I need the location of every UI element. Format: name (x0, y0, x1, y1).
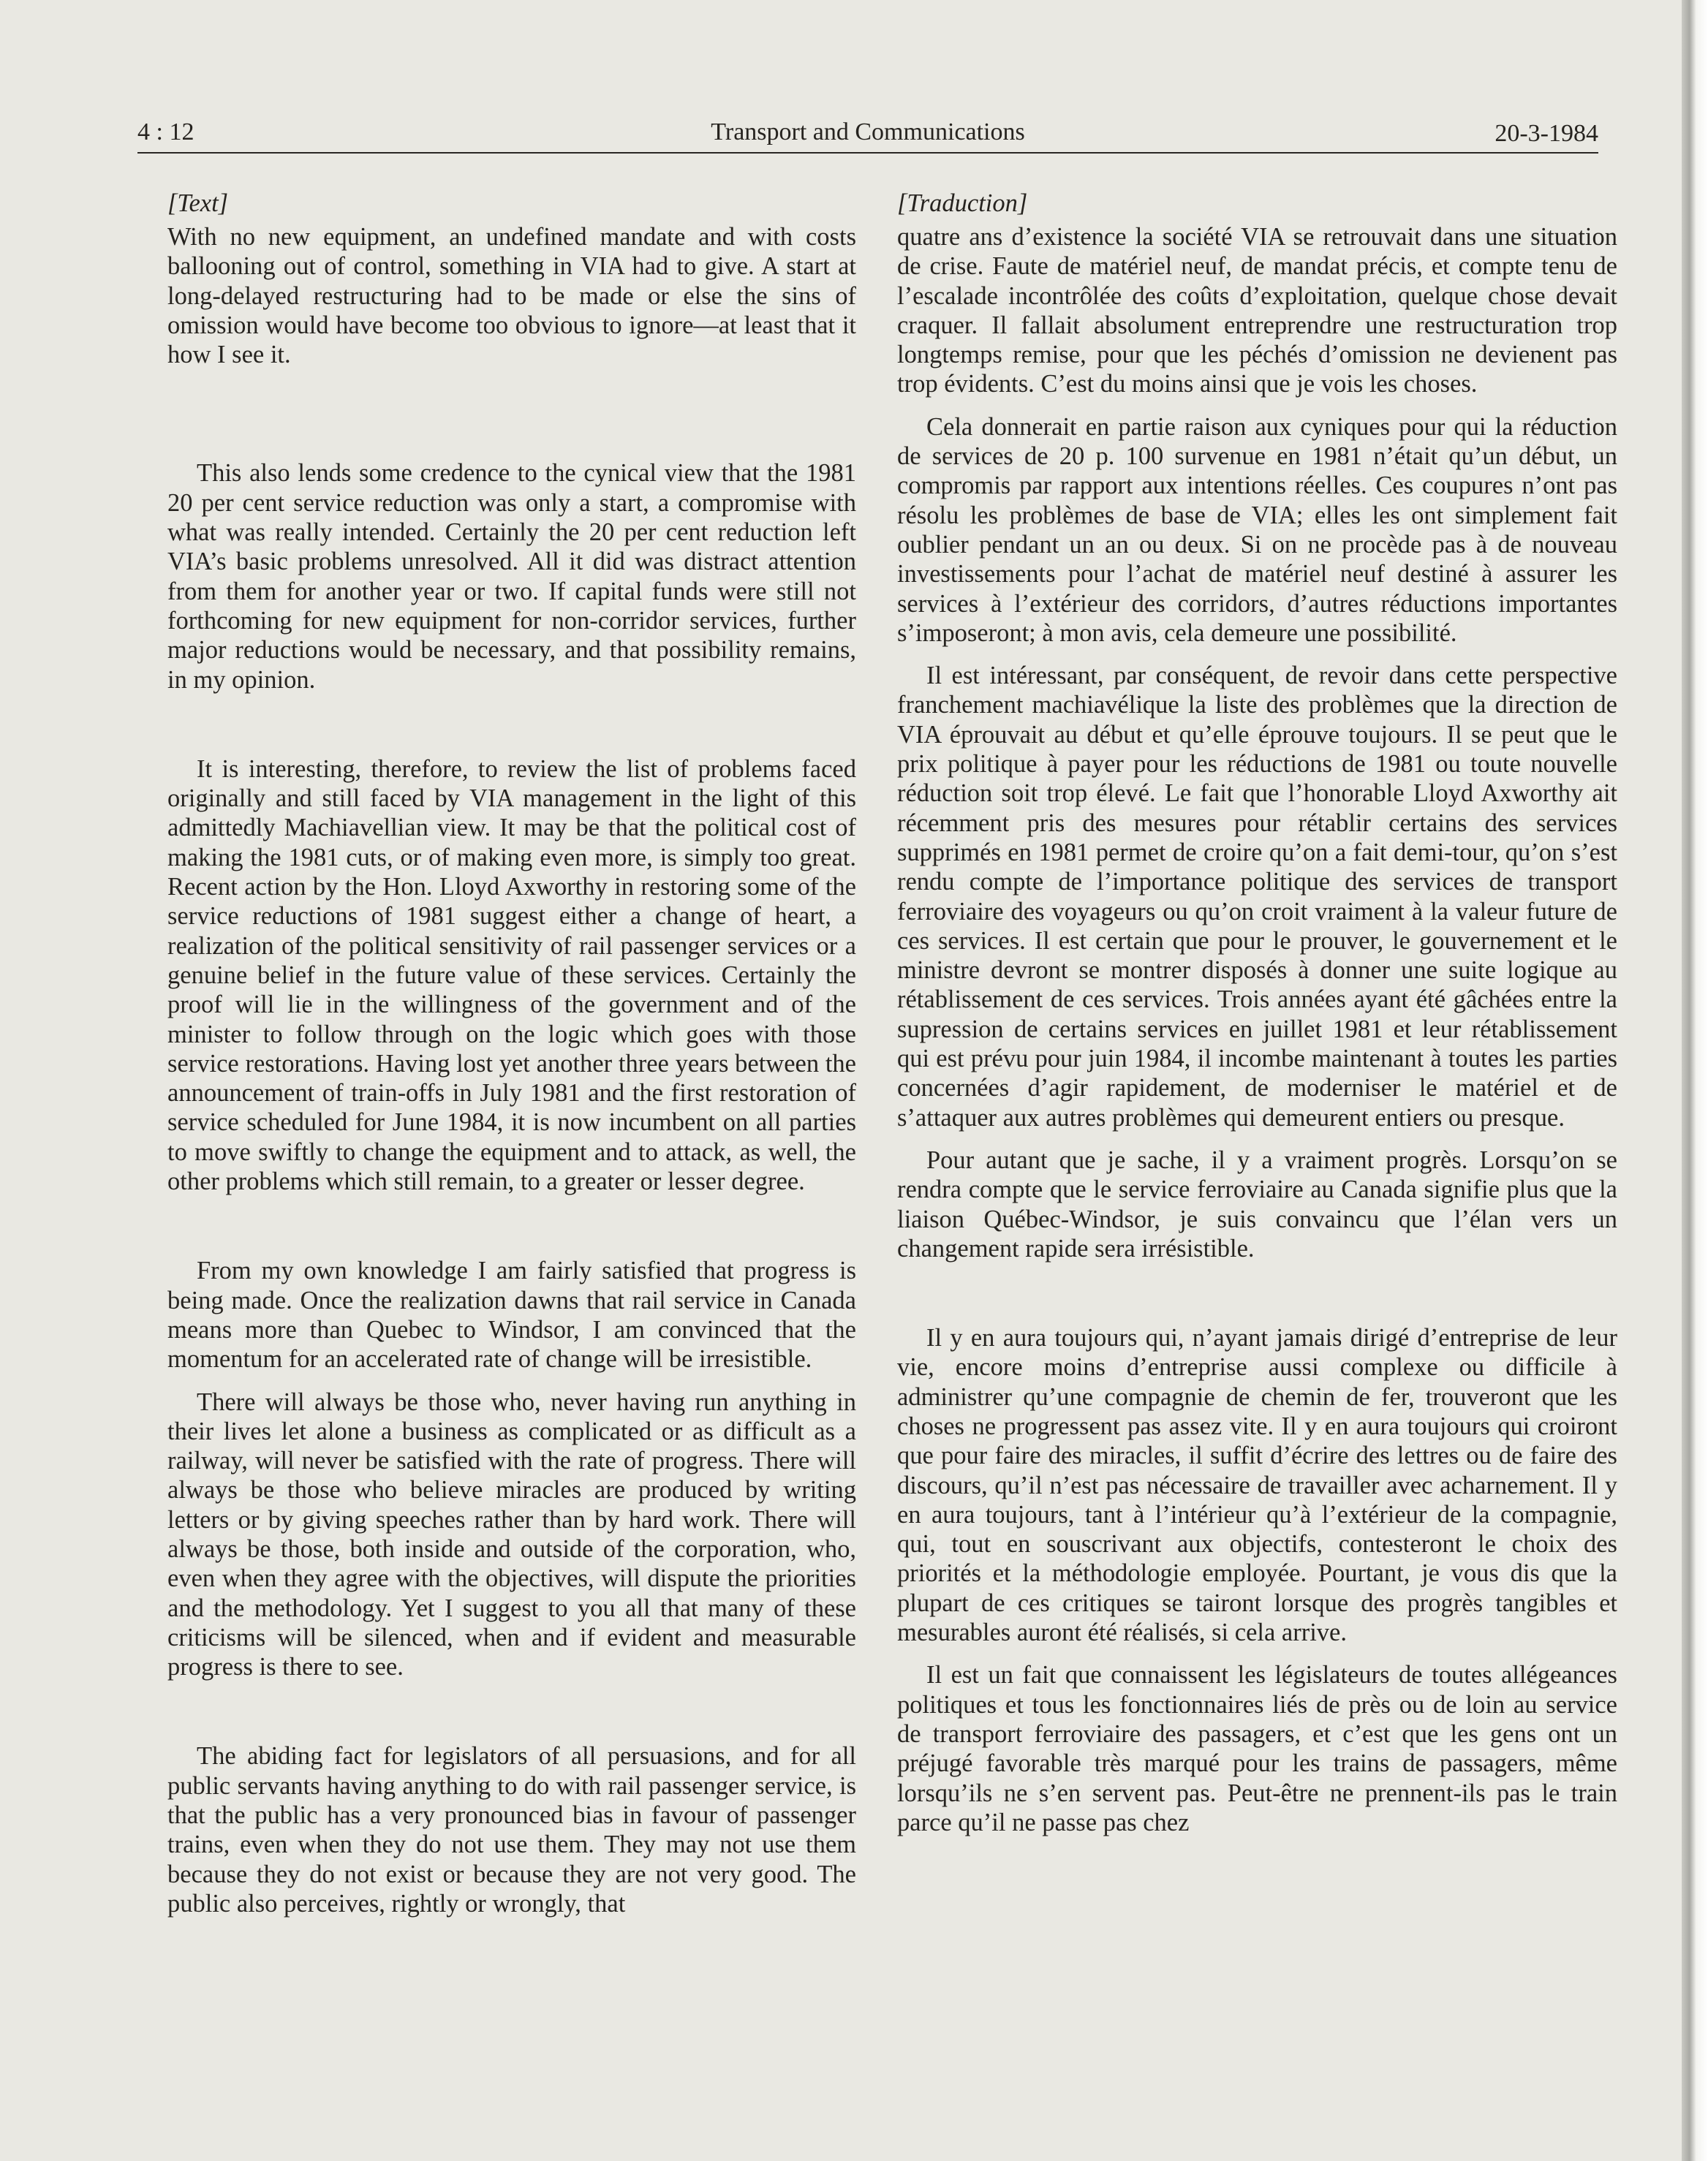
page-number: 4 : 12 (137, 118, 194, 145)
page-edge (1682, 0, 1708, 2161)
paragraph: This also lends some credence to the cynical view that the 1981 20 per cent service reduction was only a start, a compromise with what was really intended. Certainly the 20 per cent reduction left VIA’s basic problems unresolved. All it did was distract attention from them for another year or two. If capital funds were still not forthcoming for new equipment for non-corridor services, further major reductions would be necessary, and that possibility remains, in my opinion. (167, 459, 856, 694)
paragraph: From my own knowledge I am fairly satisfied that progress is being made. Once the realization dawns that rail service in Canada means more than Quebec to Windsor, I am convinced that the momentum for an accelerated rate of change will be irresistible. (167, 1257, 856, 1374)
paragraph: It is interesting, therefore, to review the list of problems faced originally and still faced by VIA management in the light of this admittedly Machiavellian view. It may be that the political cost of making the 1981 cuts, or of making even more, is simply too great. Recent action by the Hon. Lloyd Axworthy in restoring some of the service reductions of 1981 suggest either a change of heart, a realization of the political sensitivity of rail passenger services or a genuine belief in the future value of these services. Certainly the proof will lie in the willingness of the government and of the minister to follow through on the logic which goes with those service restorations. Having lost yet another three years between the announcement of train-offs in July 1981 and the first restoration of service scheduled for June 1984, it is now incumbent on all parties to move swiftly to change the equipment and to attack, as well, the other problems which still remain, to a greater or lesser degree. (167, 754, 856, 1196)
french-column (897, 189, 1617, 1837)
paragraph: quatre ans d’existence la société VIA se retrouvait dans une situation de crise. Faute de matériel neuf, de mandat précis, et compte tenu de l’escalade incontrôlée des coûts d’exploitation, quelque chose devait craquer. Il fallait absolument entreprendre une restructuration trop longtemps remise, pour que les péchés d’omission ne devienent pas trop évidents. C’est du moins ainsi que je vois les choses. (897, 223, 1617, 398)
paragraph: There will always be those who, never having run anything in their lives let alone a business as complicated or as difficult as a railway, will never be satisfied with the rate of progress. There will always be those who believe miracles are produced by writing letters or by giving speeches rather than by hard work. There will always be those, both inside and outside of the corporation, who, even when they agree with the objectives, will dispute the priorities and the methodology. Yet I suggest to you all that many of these criticisms will be silenced, when and if evident and measurable progress is there to see. (167, 1388, 856, 1681)
paragraph: Cela donnerait en partie raison aux cyniques pour qui la réduction de services de 20 p. 100 survenue en 1981 n’était qu’un début, un compromis par rapport aux intentions réelles. Ces coupures n’ont pas résolu les problèmes de base de VIA; elles les ont simplement fait oublier pendant un an ou deux. Si on ne procède pas à de nouveau investissements pour l’achat de matériel neuf destiné à assurer les services à l’extérieur des corridors, d’autres réductions importantes s’imposeront; à mon avis, cela demeure une possibilité. (897, 412, 1617, 647)
page-header (137, 116, 1598, 156)
column-label-text: [Text] (167, 189, 229, 217)
paragraph: With no new equipment, an undefined mandate and with costs ballooning out of control, something in VIA had to give. A start at long-delayed restructuring had to be made or else the sins of omission would have become too obvious to ignore—at least that it how I see it. (167, 223, 856, 369)
column-label-traduction: [Traduction] (897, 189, 1028, 217)
header-date: 20-3-1984 (1494, 120, 1598, 147)
paragraph: Pour autant que je sache, il y a vraiment progrès. Lorsqu’on se rendra compte que le service ferroviaire au Canada signifie plus que la liaison Québec-Windsor, je suis convaincu que l’élan vers un changement rapide sera irrésistible. (897, 1146, 1617, 1263)
paragraph: The abiding fact for legislators of all persuasions, and for all public servants having anything to do with rail passenger service, is that the public has a very pronounced bias in favour of passenger trains, even when they do not use them. They may not use them because they do not exist or because they are not very good. The public also perceives, rightly or wrongly, that (167, 1742, 856, 1918)
paragraph: Il est un fait que connaissent les législateurs de toutes allégeances politiques et tous les fonctionnaires liés de près ou de loin au service de transport ferroviaire des passagers, et c’est que les gens ont un préjugé favorable très marqué pour les trains de passagers, même lorsqu’ils ne s’en servent pas. Peut-être ne prennent-ils pas le train parce qu’il ne passe pas chez (897, 1661, 1617, 1836)
english-column (167, 189, 856, 1918)
header-rule (137, 152, 1598, 154)
paragraph: Il y en aura toujours qui, n’ayant jamais dirigé d’entreprise de leur vie, encore moins d’entreprise aussi complexe ou difficile à administrer qu’une compagnie de chemin de fer, trouveront que les choses ne progressent pas assez vite. Il y en aura toujours qui croiront que pour faire des miracles, il suffit d’écrire des lettres ou de faire des discours, qu’il n’est pas nécessaire de travailler avec acharnement. Il y en aura toujours, tant à l’intérieur qu’à l’extérieur de la compagnie, qui, tout en souscrivant aux objectifs, contesteront le choix des priorités et la méthodologie employée. Pourtant, je vous dis que la plupart de ces critiques se tairont lorsque des progrès tangibles et mesurables auront été réalisés, si cela arrive. (897, 1324, 1617, 1647)
running-title: Transport and Communications (711, 118, 1025, 145)
paragraph: Il est intéressant, par conséquent, de revoir dans cette perspective franchement machiavélique la liste des problèmes que la direction de VIA éprouvait au début et qu’elle éprouve toujours. Il se peut que le prix politique à payer pour les réductions de 1981 ou toute nouvelle réduction soit trop élevé. Le fait que l’honorable Lloyd Axworthy ait récemment pris des mesures pour rétablir certains des services supprimés en 1981 permet de croire qu’on a fait demi-tour, qu’on s’est rendu compte de l’importance politique des services de transport ferroviaire des voyageurs ou qu’on croit vraiment à la valeur future de ces services. Il est certain que pour le prouver, le gouvernement et le ministre devront se montrer disposés à donner une suite logique au rétablissement de ces services. Trois années ayant été gâchées entre la supression de certains services en juillet 1981 et leur rétablissement qui est prévu pour juin 1984, il incombe maintenant à toutes les parties concernées d’agir rapidement, de moderniser le matériel et de s’attaquer aux autres problèmes qui demeurent entiers ou presque. (897, 662, 1617, 1132)
